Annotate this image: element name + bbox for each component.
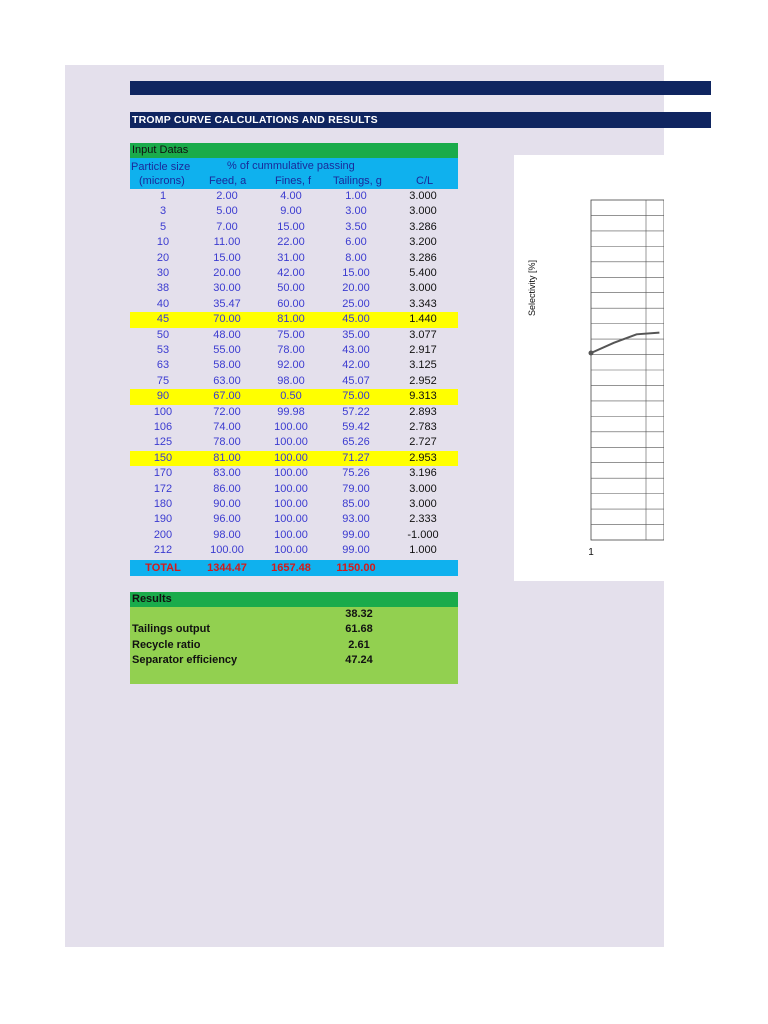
tailings-cell: 99.00 <box>342 544 370 557</box>
fines-cell: 50.00 <box>277 282 305 295</box>
table-row <box>130 420 458 435</box>
fines-cell: 31.00 <box>277 251 305 264</box>
feed-cell: 63.00 <box>213 374 241 387</box>
results-row <box>130 622 458 637</box>
result-label: Separator efficiency <box>132 654 238 667</box>
table-row <box>130 235 458 250</box>
table-row <box>130 466 458 481</box>
particle-size-cell: 5 <box>159 220 167 233</box>
tailings-cell: 79.00 <box>342 482 370 495</box>
feed-cell: 11.00 <box>213 236 241 249</box>
tailings-cell: 43.00 <box>342 344 370 356</box>
particle-size-cell: 50 <box>156 328 170 341</box>
cl-cell: 3.077 <box>409 328 437 341</box>
fines-cell: 98.00 <box>277 374 305 387</box>
feed-cell: 2.00 <box>216 190 238 202</box>
tailings-cell: 45.07 <box>342 374 370 387</box>
fines-cell: 100.00 <box>274 544 308 557</box>
fines-cell: 78.00 <box>277 344 305 356</box>
table-row <box>130 281 458 296</box>
result-value: 61.68 <box>345 623 373 636</box>
table-row <box>130 451 458 466</box>
results-row <box>130 638 458 653</box>
cl-cell: 2.953 <box>409 451 437 464</box>
tailings-cell: 59.42 <box>342 421 370 433</box>
col-header-cl: C/L <box>416 175 434 187</box>
tailings-cell: 8.00 <box>345 251 367 264</box>
feed-cell: 100.00 <box>210 544 244 557</box>
chart-y-axis-label: Selectivity [%] <box>527 259 537 317</box>
particle-size-cell: 150 <box>153 451 173 464</box>
tailings-cell: 45.00 <box>342 313 370 326</box>
fines-cell: 92.00 <box>277 359 305 372</box>
cl-cell: 3.000 <box>409 282 437 295</box>
chart-data-point <box>589 351 594 356</box>
feed-cell: 20.00 <box>213 267 241 279</box>
chart-x-tick-label: 1 <box>588 547 594 558</box>
particle-size-cell: 45 <box>156 313 170 326</box>
tailings-cell: 6.00 <box>345 236 367 249</box>
cumulative-passing-label: % of cummulative passing <box>227 160 355 172</box>
page-title: TROMP CURVE CALCULATIONS AND RESULTS <box>130 112 711 128</box>
table-row <box>130 358 458 373</box>
feed-cell: 55.00 <box>213 344 241 356</box>
particle-size-cell: 40 <box>156 297 170 310</box>
fines-cell: 0.50 <box>280 390 302 403</box>
cl-cell: 2.783 <box>409 421 437 433</box>
fines-cell: 100.00 <box>274 436 308 449</box>
particle-size-cell: 172 <box>153 482 173 495</box>
total-feed: 1344.47 <box>207 562 247 574</box>
results-row <box>130 607 458 622</box>
table-row <box>130 204 458 219</box>
table-row <box>130 374 458 389</box>
table-row <box>130 512 458 527</box>
cl-cell: 3.000 <box>409 482 437 495</box>
cl-cell: 3.125 <box>409 359 437 372</box>
table-row <box>130 528 458 543</box>
cl-cell: 5.400 <box>409 267 437 279</box>
tailings-cell: 71.27 <box>342 451 370 464</box>
cl-cell: 2.917 <box>409 344 437 356</box>
microns-label: (microns) <box>139 175 185 187</box>
feed-cell: 67.00 <box>213 390 241 403</box>
table-row <box>130 497 458 512</box>
particle-size-label: Particle size <box>131 161 191 173</box>
table-row <box>130 435 458 450</box>
tailings-cell: 25.00 <box>342 297 370 310</box>
cl-cell: 3.000 <box>409 205 437 218</box>
table-row <box>130 266 458 281</box>
feed-cell: 5.00 <box>216 205 238 218</box>
tailings-cell: 85.00 <box>342 498 370 510</box>
fines-cell: 60.00 <box>277 297 305 310</box>
result-value: 38.32 <box>345 608 373 620</box>
tailings-cell: 1.00 <box>345 190 367 202</box>
col-header-tailings: Tailings, g <box>333 175 382 187</box>
fines-cell: 99.98 <box>277 405 305 418</box>
cl-cell: 3.000 <box>409 190 437 202</box>
particle-size-cell: 3 <box>159 205 167 218</box>
particle-size-cell: 53 <box>156 344 170 356</box>
table-row <box>130 189 458 204</box>
fines-cell: 75.00 <box>277 328 305 341</box>
particle-size-cell: 180 <box>153 498 173 510</box>
tailings-cell: 35.00 <box>342 328 370 341</box>
cl-cell: 2.333 <box>409 513 437 526</box>
input-column-headers <box>130 158 458 189</box>
particle-size-cell: 38 <box>156 282 170 295</box>
tailings-cell: 42.00 <box>342 359 370 372</box>
table-row <box>130 482 458 497</box>
feed-cell: 81.00 <box>213 451 241 464</box>
fines-cell: 100.00 <box>274 467 308 480</box>
cl-cell: 3.196 <box>409 467 437 480</box>
col-header-feed: Feed, a <box>209 175 247 187</box>
cl-cell: 2.952 <box>409 374 437 387</box>
tailings-cell: 65.26 <box>342 436 370 449</box>
cl-cell: 3.286 <box>409 220 437 233</box>
particle-size-cell: 125 <box>153 436 173 449</box>
feed-cell: 90.00 <box>213 498 241 510</box>
tailings-cell: 57.22 <box>342 405 370 418</box>
particle-size-cell: 10 <box>156 236 170 249</box>
top-banner <box>130 81 711 95</box>
cl-cell: 3.343 <box>409 297 437 310</box>
particle-size-cell: 30 <box>156 267 170 279</box>
particle-size-cell: 75 <box>156 374 170 387</box>
table-row <box>130 297 458 312</box>
tailings-cell: 99.00 <box>342 528 370 541</box>
particle-size-cell: 1 <box>159 190 167 202</box>
particle-size-cell: 90 <box>156 390 170 403</box>
tailings-cell: 15.00 <box>342 267 370 279</box>
feed-cell: 74.00 <box>213 421 241 433</box>
tailings-cell: 93.00 <box>342 513 370 526</box>
feed-cell: 98.00 <box>213 528 241 541</box>
total-fines: 1657.48 <box>271 562 311 574</box>
table-row <box>130 328 458 343</box>
fines-cell: 100.00 <box>274 482 308 495</box>
particle-size-cell: 106 <box>153 421 173 433</box>
result-label: Recycle ratio <box>132 638 201 651</box>
table-row <box>130 220 458 235</box>
feed-cell: 35.47 <box>213 297 241 310</box>
particle-size-cell: 190 <box>153 513 173 526</box>
tailings-cell: 3.00 <box>345 205 367 218</box>
fines-cell: 42.00 <box>277 267 305 279</box>
table-row <box>130 312 458 327</box>
feed-cell: 86.00 <box>213 482 241 495</box>
fines-cell: 100.00 <box>274 498 308 510</box>
particle-size-cell: 170 <box>153 467 173 480</box>
feed-cell: 96.00 <box>213 513 241 526</box>
particle-size-cell: 100 <box>153 405 173 418</box>
cl-cell: 3.000 <box>409 498 437 510</box>
tailings-cell: 3.50 <box>345 220 367 233</box>
particle-size-cell: 212 <box>153 544 173 557</box>
cl-cell: 3.286 <box>409 251 437 264</box>
feed-cell: 70.00 <box>213 313 241 326</box>
fines-cell: 81.00 <box>277 313 305 326</box>
tromp-curve-chart <box>514 155 664 581</box>
chart-series <box>589 333 660 356</box>
fines-cell: 22.00 <box>277 236 305 249</box>
fines-cell: 100.00 <box>274 451 308 464</box>
particle-size-cell: 20 <box>156 251 170 264</box>
cl-cell: -1.000 <box>407 528 439 541</box>
fines-cell: 100.00 <box>274 513 308 526</box>
particle-size-cell: 63 <box>156 359 170 372</box>
results-section-header: Results <box>130 592 458 607</box>
feed-cell: 83.00 <box>213 467 241 480</box>
input-section-header: Input Datas <box>130 143 458 158</box>
cl-cell: 2.727 <box>409 436 437 449</box>
tailings-cell: 75.00 <box>342 390 370 403</box>
feed-cell: 58.00 <box>213 359 241 372</box>
cl-cell: 1.000 <box>409 544 437 557</box>
tailings-cell: 75.26 <box>342 467 370 480</box>
feed-cell: 30.00 <box>213 282 241 295</box>
total-row <box>130 560 458 576</box>
result-label: Tailings output <box>132 623 211 636</box>
total-label: TOTAL <box>145 562 181 574</box>
cl-cell: 9.313 <box>409 390 437 403</box>
chart-grid <box>591 200 664 540</box>
chart-series-line <box>591 333 659 353</box>
table-row <box>130 389 458 404</box>
total-tailings: 1150.00 <box>336 562 376 574</box>
fines-cell: 9.00 <box>280 205 302 218</box>
results-row <box>130 653 458 668</box>
tailings-cell: 20.00 <box>342 282 370 295</box>
col-header-fines: Fines, f <box>275 175 312 187</box>
feed-cell: 48.00 <box>213 328 241 341</box>
feed-cell: 7.00 <box>216 220 238 233</box>
fines-cell: 15.00 <box>277 220 305 233</box>
fines-cell: 100.00 <box>274 528 308 541</box>
cl-cell: 1.440 <box>409 313 437 326</box>
result-value: 47.24 <box>345 654 373 667</box>
result-value: 2.61 <box>348 638 370 651</box>
cl-cell: 2.893 <box>409 405 437 418</box>
particle-size-cell: 200 <box>153 528 173 541</box>
fines-cell: 100.00 <box>274 421 308 433</box>
table-row <box>130 343 458 358</box>
feed-cell: 78.00 <box>213 436 241 449</box>
results-panel <box>130 607 458 684</box>
feed-cell: 15.00 <box>213 251 241 264</box>
cl-cell: 3.200 <box>409 236 437 249</box>
fines-cell: 4.00 <box>280 190 302 202</box>
chart-svg <box>514 155 664 581</box>
table-row <box>130 543 458 558</box>
table-row <box>130 405 458 420</box>
feed-cell: 72.00 <box>213 405 241 418</box>
table-row <box>130 251 458 266</box>
